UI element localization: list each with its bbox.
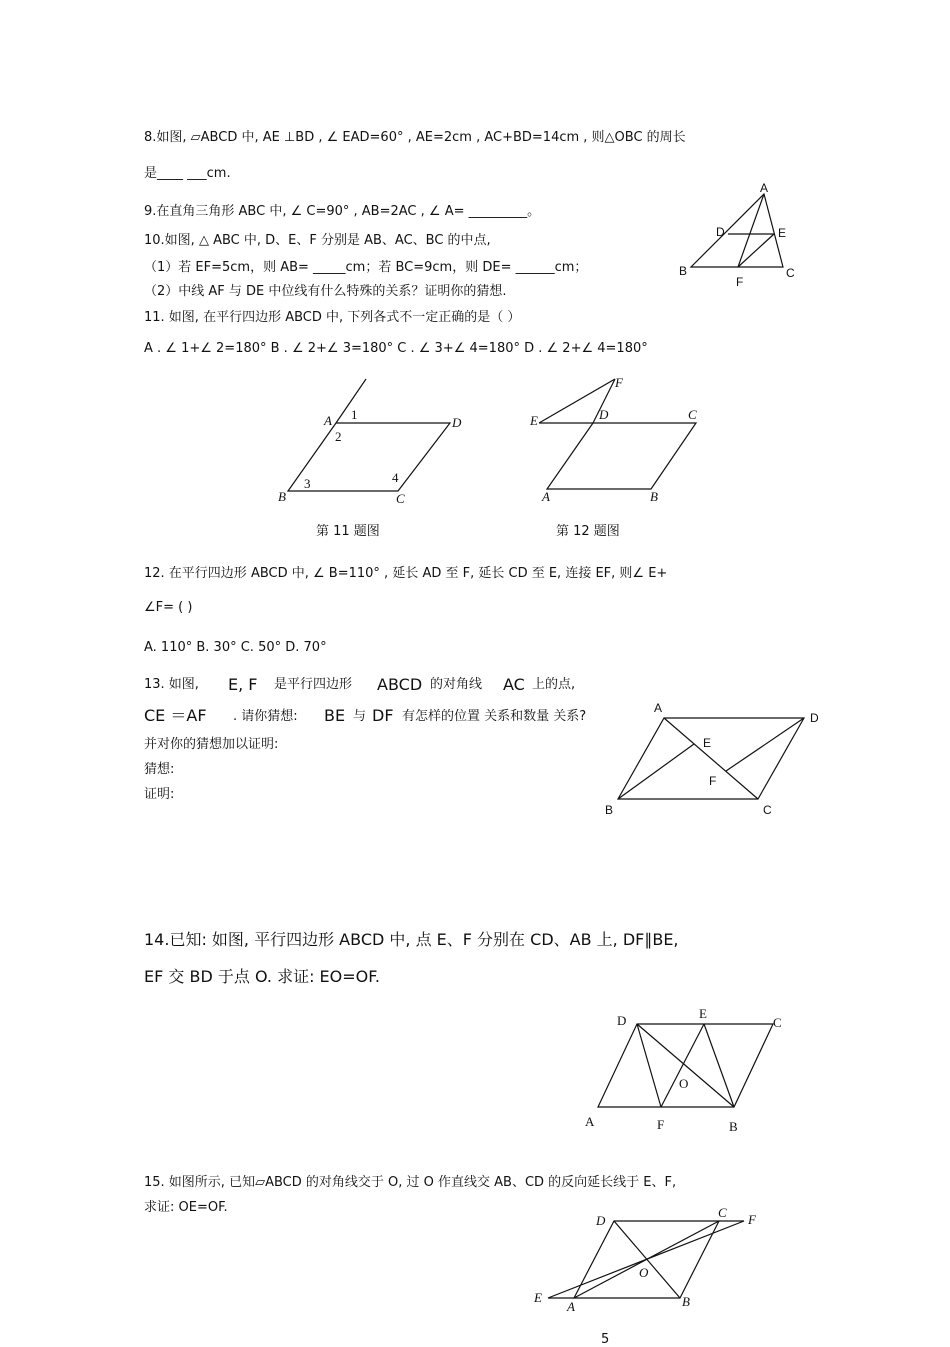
q14-line2: EF 交 BD 于点 O. 求证: EO=OF.: [144, 967, 380, 986]
q15-label-e: E: [534, 1290, 542, 1305]
q13-line3: 并对你的猜想加以证明:: [144, 737, 279, 752]
q15-label-o: O: [639, 1265, 649, 1280]
q10-line1: 10.如图, △ ABC 中, D、E、F 分别是 AB、AC、BC 的中点,: [144, 233, 491, 248]
q15-line2: 求证: OE=OF.: [144, 1200, 228, 1215]
q11-label-b: B: [278, 489, 286, 504]
q12-parallelogram: [547, 423, 696, 489]
q11-options: A . ∠ 1+∠ 2=180° B . ∠ 2+∠ 3=180° C . ∠ 3+∠ 4=180° D . ∠ 2+∠ 4=180°: [144, 341, 648, 356]
q13-segment-be: [618, 744, 694, 799]
q11-figure: [276, 375, 476, 510]
q12-caption: 第 12 题图: [556, 524, 620, 539]
q13-line1-diagonal: 的对角线: [430, 677, 483, 692]
q11-label-angle4: 4: [392, 470, 399, 485]
q14-segment-df: [637, 1024, 661, 1107]
q13-line2-suffix: 有怎样的位置 关系和数量 关系?: [402, 709, 587, 724]
q12-label-e: E: [530, 413, 538, 428]
q13-line2-guess: . 请你猜想:: [233, 709, 298, 724]
q13-line1-ac: AC: [503, 675, 525, 694]
q10-label-a: A: [760, 181, 769, 195]
q13-label-f: F: [709, 774, 717, 788]
q14-segment-ef: [661, 1024, 704, 1107]
q10-line2: （1）若 EF=5cm，则 AB= _____cm；若 BC=9cm，则 DE= ______cm；: [144, 260, 588, 275]
q10-label-e: E: [778, 226, 787, 240]
q14-line1: 14.已知: 如图, 平行四边形 ABCD 中, 点 E、F 分别在 CD、AB 上, DF∥BE,: [144, 930, 679, 949]
q10-line3: （2）中线 AF 与 DE 中位线有什么特殊的关系？证明你的猜想.: [144, 284, 507, 299]
q13-figure: [598, 698, 830, 822]
q12-label-b: B: [650, 489, 658, 504]
q12-label-c: C: [688, 407, 697, 422]
q14-label-f: F: [657, 1117, 665, 1132]
q14-label-a: A: [585, 1114, 595, 1129]
q8-line1: 8.如图, ▱ABCD 中, AE ⊥BD , ∠ EAD=60° , AE=2cm , AC+BD=14cm , 则△OBC 的周长: [144, 130, 686, 145]
q11-label-a: A: [324, 413, 332, 428]
q11-label-d: D: [452, 415, 462, 430]
q12-label-f: F: [615, 375, 623, 390]
q13-label-d: D: [810, 711, 819, 725]
q11-label-c: C: [396, 491, 405, 506]
q10-label-f: F: [736, 275, 744, 289]
q12-label-d: D: [599, 407, 609, 422]
q13-line1-ef: E, F: [228, 675, 258, 694]
q10-label-b: B: [679, 264, 688, 278]
q13-line1-suffix: 上的点,: [532, 677, 576, 692]
q13-line4: 猜想:: [144, 762, 175, 777]
q14-label-o: O: [679, 1076, 689, 1091]
q15-line-ef: [548, 1221, 744, 1298]
q13-label-b: B: [605, 803, 614, 817]
q13-label-a: A: [654, 701, 663, 715]
q13-line1-prefix: 13. 如图,: [144, 677, 199, 692]
q13-segment-df: [726, 718, 804, 771]
q10-triangle-abc: [691, 194, 783, 267]
q13-line2-be: BE: [324, 706, 346, 725]
q13-line2-ceaf: CE ＝AF: [144, 706, 207, 725]
q8-line2: 是____ ___cm.: [144, 166, 231, 181]
q11-parallelogram: [288, 423, 450, 491]
q11-label-angle2: 2: [335, 429, 342, 444]
q15-label-c: C: [718, 1205, 727, 1220]
q15-label-d: D: [596, 1213, 606, 1228]
q14-label-c: C: [773, 1015, 782, 1030]
q15-label-f: F: [748, 1212, 756, 1227]
q12-line2: ∠F= ( ): [144, 600, 193, 615]
q15-figure: [530, 1205, 770, 1315]
q10-figure: [676, 180, 802, 292]
q11-caption: 第 11 题图: [316, 524, 380, 539]
q14-label-d: D: [617, 1013, 627, 1028]
q15-line1: 15. 如图所示, 已知▱ABCD 的对角线交于 O, 过 O 作直线交 AB、CD 的反向延长线于 E、F,: [144, 1175, 677, 1190]
q10-segment-af: [738, 194, 764, 267]
q14-figure: [580, 1000, 795, 1138]
q13-label-c: C: [763, 803, 772, 817]
q10-label-d: D: [716, 225, 725, 239]
q13-label-e: E: [703, 736, 712, 750]
q11-stem: 11. 如图, 在平行四边形 ABCD 中, 下列各式不一定正确的是（ ）: [144, 310, 521, 325]
q13-line1-parallelogram: 是平行四边形: [274, 677, 353, 692]
q14-label-b: B: [729, 1119, 738, 1134]
q12-figure: [526, 373, 716, 508]
q11-label-angle1: 1: [351, 407, 358, 422]
q12-label-a: A: [542, 489, 550, 504]
q12-line1: 12. 在平行四边形 ABCD 中, ∠ B=110° , 延长 AD 至 F, 延长 CD 至 E, 连接 EF, 则∠ E+: [144, 566, 668, 581]
q12-options: A. 110° B. 30° C. 50° D. 70°: [144, 640, 327, 655]
q13-line1-abcd: ABCD: [377, 675, 423, 694]
q13-line2-df: DF: [372, 706, 394, 725]
q13-line5: 证明:: [144, 787, 175, 802]
q9-text: 9.在直角三角形 ABC 中, ∠ C=90° , AB=2AC , ∠ A= _________。: [144, 204, 541, 219]
q14-label-e: E: [699, 1006, 707, 1021]
page-number: 5: [601, 1332, 610, 1347]
q15-label-a: A: [567, 1299, 575, 1314]
q13-line2-and: 与: [353, 709, 367, 724]
q10-label-c: C: [786, 266, 795, 280]
q11-label-angle3: 3: [304, 476, 311, 491]
q15-label-b: B: [682, 1294, 690, 1309]
